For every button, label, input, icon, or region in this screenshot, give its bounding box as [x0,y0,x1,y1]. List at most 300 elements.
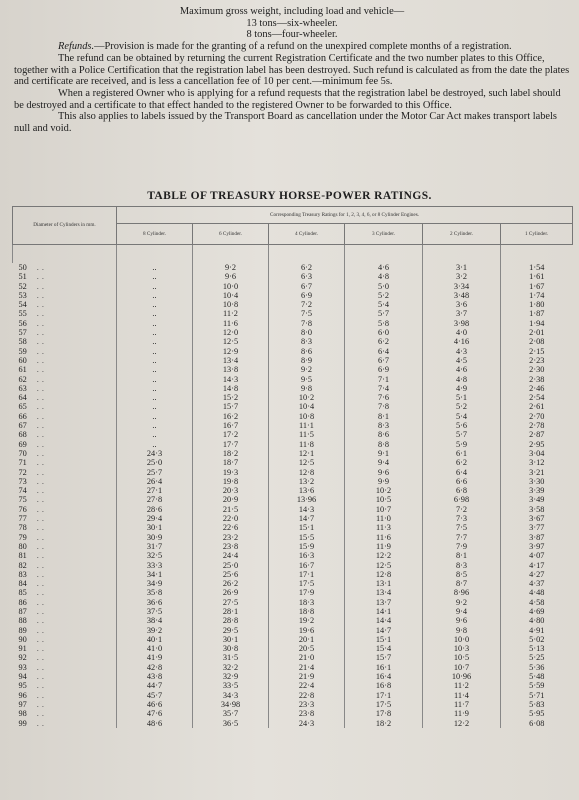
rating-1-cylinder: 2·46 [501,384,573,393]
diameter-cell [13,263,117,272]
rating-1-cylinder: 2·15 [501,347,573,356]
diameter-value: 75 [18,495,27,505]
diameter-cell [13,561,117,570]
diameter-cell [13,570,117,579]
rating-2-cylinder: 10·7 [423,663,501,672]
diameter-cell [13,626,117,635]
diameter-cell [13,477,117,486]
rating-2-cylinder: 3·98 [423,319,501,328]
rating-8-cylinder: .. [117,440,193,449]
rating-8-cylinder: 41·9 [117,653,193,662]
dot-leader: .. [36,569,47,579]
rating-2-cylinder: 12·2 [423,719,501,728]
rating-1-cylinder: 4·37 [501,579,573,588]
rating-1-cylinder: 3·30 [501,477,573,486]
diameter-value: 72 [18,467,27,477]
rating-2-cylinder: 8·96 [423,588,501,597]
diameter-value: 73 [18,476,27,486]
rating-6-cylinder: 31·5 [193,653,269,662]
rating-2-cylinder: 3·1 [423,263,501,272]
rating-1-cylinder: 5·36 [501,663,573,672]
rating-4-cylinder: 22·8 [269,691,345,700]
rating-3-cylinder: 16·4 [345,672,423,681]
diameter-value: 92 [18,653,27,663]
rating-8-cylinder: 39·2 [117,626,193,635]
dot-leader: .. [36,365,47,375]
dot-leader: .. [36,374,47,384]
rating-8-cylinder: 45·7 [117,691,193,700]
diameter-cell [13,681,117,690]
rating-6-cylinder: 10·4 [193,291,269,300]
rating-3-cylinder: 5·8 [345,319,423,328]
dot-leader: .. [36,699,47,709]
rating-1-cylinder: 3·49 [501,495,573,504]
rating-8-cylinder: 27·8 [117,495,193,504]
rating-3-cylinder: 5·2 [345,291,423,300]
weight-8-tons: 8 tons—four-wheeler. [246,29,338,41]
rating-4-cylinder: 12·5 [269,458,345,467]
rating-3-cylinder: 13·1 [345,579,423,588]
rating-4-cylinder: 7·8 [269,319,345,328]
rating-2-cylinder: 7·5 [423,523,501,532]
rating-3-cylinder: 4·6 [345,263,423,272]
table-row [13,653,573,662]
rating-2-cylinder: 4·3 [423,347,501,356]
diameter-cell [13,533,117,542]
diameter-value: 62 [18,374,27,384]
table-row [13,449,573,458]
rating-1-cylinder: 2·23 [501,356,573,365]
diameter-cell [13,672,117,681]
col-header-3-cylinder: 3 Cylinder. [345,224,423,245]
rating-8-cylinder: .. [117,421,193,430]
rating-3-cylinder: 8·6 [345,430,423,439]
rating-3-cylinder: 6·7 [345,356,423,365]
rating-6-cylinder: 9·2 [193,263,269,272]
rating-1-cylinder: 1·87 [501,309,573,318]
rating-4-cylinder: 11·5 [269,430,345,439]
rating-4-cylinder: 23·3 [269,700,345,709]
label-destroy-paragraph: When a registered Owner who is applying for a refund requests that the registration label be destroyed, such label should be destroyed and a certificate to that effect handed to the registered Owner to be forwarded to this Office. [14,87,561,111]
rating-4-cylinder: 17·9 [269,588,345,597]
rating-6-cylinder: 16·2 [193,412,269,421]
diameter-value: 57 [18,328,27,338]
rating-4-cylinder: 20·1 [269,635,345,644]
ratings-group-header: Corresponding Treasury Ratings for 1, 2, 3, 4, 6, or 8 Cylinder Engines. [117,207,573,224]
diameter-cell [13,523,117,532]
rating-3-cylinder: 14·4 [345,616,423,625]
dot-leader: .. [36,337,47,347]
rating-3-cylinder: 11·9 [345,542,423,551]
table-row [13,337,573,346]
rating-3-cylinder: 7·6 [345,393,423,402]
rating-8-cylinder: .. [117,282,193,291]
dot-leader: .. [36,355,47,365]
diameter-value: 80 [18,541,27,551]
diameter-value: 69 [18,439,27,449]
table-row [13,291,573,300]
rating-2-cylinder: 4·5 [423,356,501,365]
rating-4-cylinder: 19·6 [269,626,345,635]
rating-2-cylinder: 6·8 [423,486,501,495]
dot-leader: .. [36,551,47,561]
rating-3-cylinder: 11·6 [345,533,423,542]
rating-1-cylinder: 2·30 [501,365,573,374]
table-row [13,272,573,281]
dot-leader: .. [36,300,47,310]
rating-1-cylinder: 4·69 [501,607,573,616]
rating-6-cylinder: 10·8 [193,300,269,309]
table-row [13,691,573,700]
table-row [13,282,573,291]
rating-6-cylinder: 20·3 [193,486,269,495]
dot-leader: .. [36,523,47,533]
rating-1-cylinder: 3·04 [501,449,573,458]
rating-4-cylinder: 18·8 [269,607,345,616]
rating-2-cylinder: 3·7 [423,309,501,318]
diameter-value: 85 [18,588,27,598]
rating-4-cylinder: 10·4 [269,402,345,411]
rating-2-cylinder: 10·0 [423,635,501,644]
rating-6-cylinder: 22·0 [193,514,269,523]
table-row [13,440,573,449]
rating-2-cylinder: 10·5 [423,653,501,662]
diameter-value: 56 [18,318,27,328]
dot-leader: .. [36,653,47,663]
rating-4-cylinder: 6·2 [269,263,345,272]
rating-3-cylinder: 14·1 [345,607,423,616]
rating-1-cylinder: 1·74 [501,291,573,300]
dot-leader: .. [36,290,47,300]
rating-4-cylinder: 11·8 [269,440,345,449]
diameter-value: 67 [18,421,27,431]
diameter-header: Diameter of Cylinders in mm. [13,207,117,245]
diameter-cell [13,430,117,439]
dot-leader: .. [36,588,47,598]
diameter-cell [13,272,117,281]
diameter-cell [13,347,117,356]
rating-6-cylinder: 36·5 [193,719,269,728]
dot-leader: .. [36,625,47,635]
rating-2-cylinder: 5·6 [423,421,501,430]
rating-3-cylinder: 12·5 [345,561,423,570]
diameter-cell [13,319,117,328]
diameter-cell [13,644,117,653]
rating-6-cylinder: 12·9 [193,347,269,356]
table-row [13,700,573,709]
diameter-value: 50 [18,263,27,272]
rating-1-cylinder: 2·01 [501,328,573,337]
diameter-cell [13,653,117,662]
dot-leader: .. [36,606,47,616]
rating-8-cylinder: .. [117,319,193,328]
diameter-value: 64 [18,393,27,403]
rating-2-cylinder: 4·16 [423,337,501,346]
rating-8-cylinder: 32·5 [117,551,193,560]
rating-6-cylinder: 13·4 [193,356,269,365]
rating-8-cylinder: .. [117,375,193,384]
dot-leader: .. [36,644,47,654]
table-row [13,607,573,616]
rating-8-cylinder: 43·8 [117,672,193,681]
rating-6-cylinder: 26·9 [193,588,269,597]
rating-4-cylinder: 11·1 [269,421,345,430]
rating-6-cylinder: 20·9 [193,495,269,504]
rating-4-cylinder: 21·0 [269,653,345,662]
dot-leader: .. [36,448,47,458]
rating-8-cylinder: 46·6 [117,700,193,709]
diameter-value: 84 [18,579,27,589]
rating-2-cylinder: 5·4 [423,412,501,421]
diameter-cell [13,579,117,588]
rating-4-cylinder: 12·8 [269,468,345,477]
dot-leader: .. [36,439,47,449]
diameter-value: 65 [18,402,27,412]
diameter-value: 63 [18,383,27,393]
rating-3-cylinder: 9·4 [345,458,423,467]
diameter-value: 53 [18,290,27,300]
diameter-value: 81 [18,551,27,561]
rating-4-cylinder: 6·9 [269,291,345,300]
rating-8-cylinder: .. [117,263,193,272]
diameter-cell [13,719,117,728]
rating-2-cylinder: 8·5 [423,570,501,579]
table-row [13,709,573,718]
table-row [13,626,573,635]
rating-8-cylinder: 40·1 [117,635,193,644]
diameter-value: 55 [18,309,27,319]
rating-4-cylinder: 21·4 [269,663,345,672]
table-row [13,505,573,514]
diameter-value: 94 [18,672,27,682]
rating-8-cylinder: 27·1 [117,486,193,495]
rating-1-cylinder: 6·08 [501,719,573,728]
rating-3-cylinder: 15·1 [345,635,423,644]
rating-4-cylinder: 7·5 [269,309,345,318]
rating-4-cylinder: 8·3 [269,337,345,346]
rating-2-cylinder: 4·6 [423,365,501,374]
rating-4-cylinder: 6·7 [269,282,345,291]
rating-8-cylinder: 41·0 [117,644,193,653]
rating-4-cylinder: 15·1 [269,523,345,532]
rating-8-cylinder: .. [117,430,193,439]
table-row [13,579,573,588]
rating-2-cylinder: 6·4 [423,468,501,477]
rating-1-cylinder: 2·54 [501,393,573,402]
refunds-body: —Provision is made for the granting of a refund on the unexpired complete months of a registration. [94,41,512,53]
diameter-value: 86 [18,597,27,607]
rating-8-cylinder: 28·6 [117,505,193,514]
diameter-cell [13,421,117,430]
rating-6-cylinder: 10·0 [193,282,269,291]
rating-4-cylinder: 24·3 [269,719,345,728]
rating-2-cylinder: 11·4 [423,691,501,700]
rating-6-cylinder: 27·5 [193,598,269,607]
table-body [13,245,573,728]
rating-2-cylinder: 7·7 [423,533,501,542]
diameter-cell [13,635,117,644]
rating-8-cylinder: 25·0 [117,458,193,467]
dot-leader: .. [36,597,47,607]
rating-8-cylinder: 36·6 [117,598,193,607]
rating-4-cylinder: 9·8 [269,384,345,393]
refund-procedure-paragraph: The refund can be obtained by returning the current Registration Certificate and the two number plates to this Office, together with a Police Certification that the registration label has been destroyed. Such refund is calculated as from the date the plates and certificate are received, and is less a cancellation fee of 10 per cent.—minimum fee 5s. [14,52,570,88]
rating-3-cylinder: 6·4 [345,347,423,356]
table-row [13,644,573,653]
diameter-cell [13,514,117,523]
diameter-value: 87 [18,606,27,616]
dot-leader: .. [36,634,47,644]
horse-power-table [12,206,573,728]
diameter-cell [13,328,117,337]
rating-3-cylinder: 14·7 [345,626,423,635]
rating-1-cylinder: 1·80 [501,300,573,309]
diameter-value: 99 [18,718,27,728]
diameter-value: 74 [18,486,27,496]
dot-leader: .. [36,476,47,486]
rating-2-cylinder: 3·6 [423,300,501,309]
diameter-value: 59 [18,346,27,356]
dot-leader: .. [36,504,47,514]
rating-1-cylinder: 2·08 [501,337,573,346]
transport-board-paragraph: This also applies to labels issued by the Transport Board as cancellation under the Motor Car Act makes transport labels null and void. [14,111,557,135]
dot-leader: .. [36,309,47,319]
diameter-value: 83 [18,569,27,579]
table-row [13,570,573,579]
rating-1-cylinder: 5·25 [501,653,573,662]
table-row [13,616,573,625]
diameter-value: 97 [18,699,27,709]
rating-1-cylinder: 2·87 [501,430,573,439]
diameter-value: 52 [18,281,27,291]
rating-1-cylinder: 4·27 [501,570,573,579]
rating-2-cylinder: 11·9 [423,709,501,718]
diameter-cell [13,700,117,709]
rating-1-cylinder: 2·78 [501,421,573,430]
rating-8-cylinder: 37·5 [117,607,193,616]
rating-3-cylinder: 11·3 [345,523,423,532]
table-title: TABLE OF TREASURY HORSE-POWER RATINGS. [147,190,432,202]
rating-1-cylinder: 4·58 [501,598,573,607]
diameter-cell [13,309,117,318]
table-row [13,468,573,477]
rating-4-cylinder: 21·9 [269,672,345,681]
rating-6-cylinder: 19·3 [193,468,269,477]
rating-6-cylinder: 23·8 [193,542,269,551]
diameter-value: 70 [18,448,27,458]
diameter-value: 54 [18,300,27,310]
rating-3-cylinder: 13·4 [345,588,423,597]
dot-leader: .. [36,690,47,700]
rating-1-cylinder: 5·48 [501,672,573,681]
dot-leader: .. [36,541,47,551]
table-row [13,561,573,570]
rating-4-cylinder: 19·2 [269,616,345,625]
rating-1-cylinder: 3·21 [501,468,573,477]
diameter-value: 79 [18,532,27,542]
rating-3-cylinder: 6·9 [345,365,423,374]
rating-8-cylinder: .. [117,291,193,300]
table-row [13,551,573,560]
diameter-value: 91 [18,644,27,654]
rating-6-cylinder: 13·8 [193,365,269,374]
rating-6-cylinder: 30·1 [193,635,269,644]
rating-2-cylinder: 4·8 [423,375,501,384]
table-row [13,328,573,337]
dot-leader: .. [36,458,47,468]
table-row [13,393,573,402]
diameter-cell [13,709,117,718]
rating-8-cylinder: .. [117,393,193,402]
diameter-cell [13,495,117,504]
rating-6-cylinder: 23·2 [193,533,269,542]
rating-1-cylinder: 3·87 [501,533,573,542]
dot-leader: .. [36,402,47,412]
rating-2-cylinder: 9·2 [423,598,501,607]
rating-1-cylinder: 5·71 [501,691,573,700]
rating-6-cylinder: 25·6 [193,570,269,579]
rating-1-cylinder: 4·17 [501,561,573,570]
regulation-text [14,6,570,135]
rating-1-cylinder: 4·91 [501,626,573,635]
rating-1-cylinder: 2·95 [501,440,573,449]
rating-8-cylinder: 24·3 [117,449,193,458]
dot-leader: .. [36,709,47,719]
dot-leader: .. [36,263,47,272]
table-row [13,319,573,328]
rating-3-cylinder: 9·9 [345,477,423,486]
rating-4-cylinder: 6·3 [269,272,345,281]
rating-4-cylinder: 10·2 [269,393,345,402]
rating-2-cylinder: 9·4 [423,607,501,616]
table-row [13,598,573,607]
dot-leader: .. [36,393,47,403]
table-row [13,588,573,597]
table-row [13,635,573,644]
rating-1-cylinder: 3·97 [501,542,573,551]
rating-2-cylinder: 6·6 [423,477,501,486]
rating-1-cylinder: 3·67 [501,514,573,523]
rating-3-cylinder: 5·0 [345,282,423,291]
table-row [13,421,573,430]
table-row [13,300,573,309]
rating-2-cylinder: 5·1 [423,393,501,402]
dot-leader: .. [36,272,47,282]
rating-1-cylinder: 1·94 [501,319,573,328]
col-header-2-cylinder: 2 Cylinder. [423,224,501,245]
diameter-value: 98 [18,709,27,719]
rating-2-cylinder: 9·8 [423,626,501,635]
diameter-cell [13,486,117,495]
rating-3-cylinder: 15·4 [345,644,423,653]
rating-3-cylinder: 17·5 [345,700,423,709]
rating-4-cylinder: 16·7 [269,561,345,570]
rating-4-cylinder: 13·6 [269,486,345,495]
rating-3-cylinder: 8·8 [345,440,423,449]
rating-4-cylinder: 9·2 [269,365,345,374]
rating-3-cylinder: 13·7 [345,598,423,607]
dot-leader: .. [36,411,47,421]
table-row [13,356,573,365]
rating-8-cylinder: 30·1 [117,523,193,532]
rating-8-cylinder: 48·6 [117,719,193,728]
table-row [13,672,573,681]
rating-1-cylinder: 5·13 [501,644,573,653]
rating-8-cylinder: .. [117,272,193,281]
diameter-value: 96 [18,690,27,700]
rating-1-cylinder: 2·70 [501,412,573,421]
rating-8-cylinder: .. [117,347,193,356]
